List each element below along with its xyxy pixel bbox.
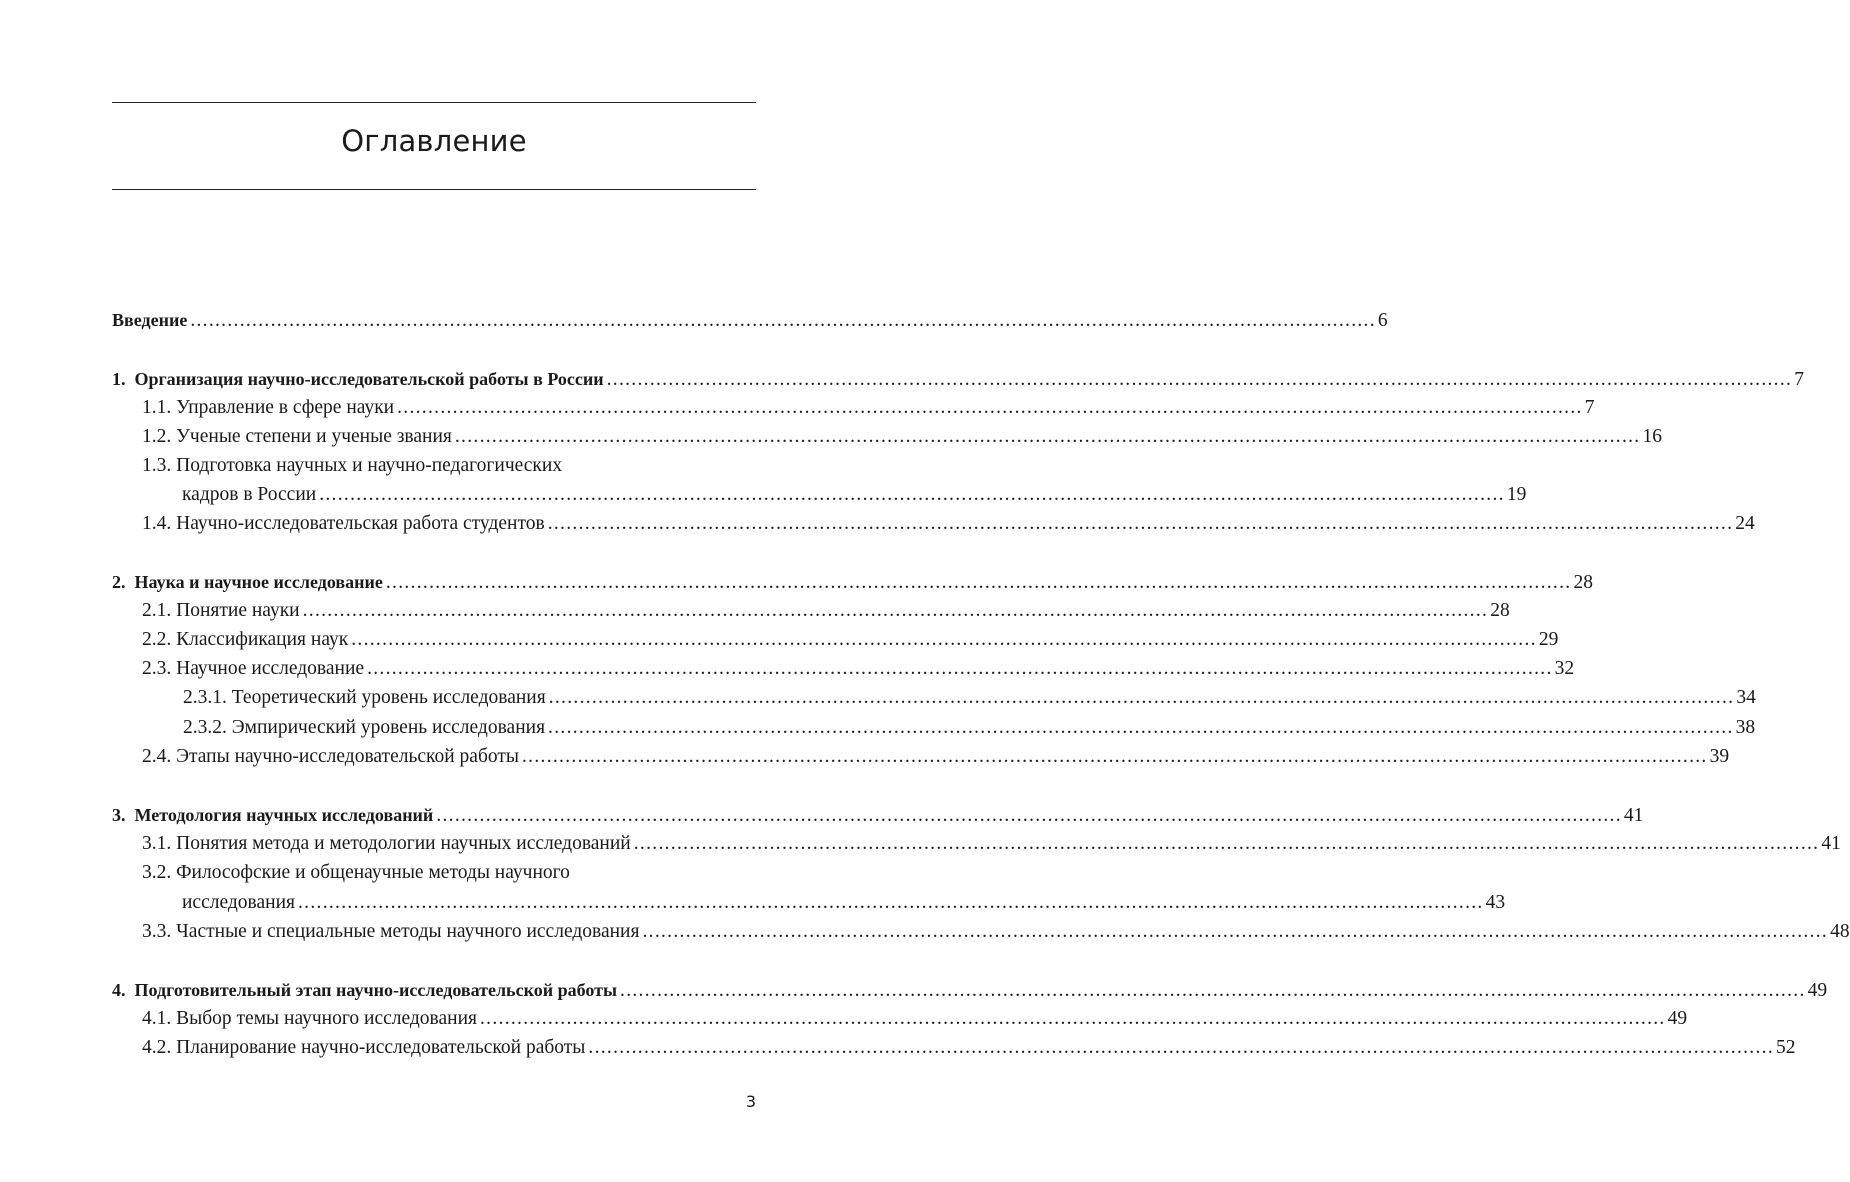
toc-section-1-2[interactable] <box>142 425 1662 449</box>
toc-entry-label: Введение <box>112 310 188 330</box>
toc-section-label: 1.2. Ученые степени и ученые звания <box>142 426 452 447</box>
toc-page-number: 19 <box>1506 484 1527 505</box>
toc-chapter-2[interactable] <box>112 570 1593 595</box>
chapter-number: 3. <box>112 805 126 825</box>
toc-section-3-2[interactable] <box>182 891 1506 915</box>
toc-section-label: 4.2. Планирование научно-исследовательской работы <box>142 1037 586 1058</box>
dot-leader: ................................................................................................................................................................................................ <box>606 369 1793 390</box>
toc-section-label: исследования <box>182 892 295 913</box>
toc-page-number: 28 <box>1490 600 1510 621</box>
toc-section-1-1[interactable] <box>142 396 1595 420</box>
dot-leader: ................................................................................................................................................................................................ <box>454 426 1641 447</box>
dot-leader: ................................................................................................................................................................................................ <box>351 629 1537 650</box>
toc-subsection-2-3-2[interactable] <box>183 716 1756 740</box>
toc-section-label: 4.1. Выбор темы научного исследования <box>142 1008 477 1029</box>
toc-section-label: кадров в России <box>182 484 317 505</box>
toc-section-1-3[interactable] <box>182 483 1527 507</box>
toc-page-number: 28 <box>1573 572 1593 593</box>
chapter-number: 4. <box>112 980 126 1000</box>
toc-page-number: 41 <box>1623 805 1644 826</box>
dot-leader: ................................................................................................................................................................................................ <box>397 397 1583 418</box>
chapter-number: 1. <box>112 369 126 389</box>
toc-subsection-2-3-1[interactable] <box>183 686 1756 710</box>
toc-page-number: 39 <box>1709 746 1730 767</box>
dot-leader: ................................................................................................................................................................................................ <box>436 805 1622 826</box>
toc-page-number: 41 <box>1821 833 1841 854</box>
toc-section-1-3-line1[interactable]: 1.3. Подготовка научных и научно-педагогических <box>142 455 563 476</box>
toc-section-2-2[interactable] <box>142 628 1559 652</box>
dot-leader: ................................................................................................................................................................................................ <box>385 572 1572 593</box>
top-rule <box>112 102 756 103</box>
dot-leader: ................................................................................................................................................................................................ <box>302 600 1489 621</box>
toc-chapter-1[interactable] <box>112 367 1804 392</box>
toc-entry-intro[interactable] <box>112 308 1388 333</box>
dot-leader: ................................................................................................................................................................................................ <box>548 687 1735 708</box>
page-title: Оглавление <box>341 124 527 158</box>
toc-section-4-1[interactable] <box>142 1007 1688 1031</box>
toc-section-4-2[interactable] <box>142 1036 1796 1060</box>
toc-chapter-title <box>112 803 433 827</box>
dot-leader: ................................................................................................................................................................................................ <box>190 310 1376 331</box>
toc-page-number: 43 <box>1485 892 1506 913</box>
toc-section-label: 1.4. Научно-исследовательская работа студентов <box>142 513 545 534</box>
toc-section-label: 2.4. Этапы научно-исследовательской работы <box>142 746 519 767</box>
chapter-title: Организация научно-исследовательской работы в России <box>134 369 604 389</box>
toc-section-3-2-line1[interactable]: 3.2. Философские и общенаучные методы научного <box>142 862 570 883</box>
dot-leader: ................................................................................................................................................................................................ <box>367 658 1553 679</box>
toc-section-3-3[interactable] <box>142 920 1850 944</box>
dot-leader: ................................................................................................................................................................................................ <box>522 746 1708 767</box>
toc-section-label: 3.3. Частные и специальные методы научного исследования <box>142 921 640 942</box>
page-number: 3 <box>745 1092 756 1111</box>
toc-section-1-4[interactable] <box>142 512 1755 536</box>
toc-chapter-title <box>112 367 604 391</box>
toc-page-number: 49 <box>1667 1008 1688 1029</box>
dot-leader: ................................................................................................................................................................................................ <box>548 717 1734 738</box>
dot-leader: ................................................................................................................................................................................................ <box>480 1008 1666 1029</box>
toc-page-number: 49 <box>1807 980 1828 1001</box>
bottom-rule <box>112 189 756 190</box>
toc-page-number: 52 <box>1776 1037 1796 1058</box>
toc-page-number: 7 <box>1584 397 1595 418</box>
toc-section-2-3[interactable] <box>142 657 1575 681</box>
toc-section-2-1[interactable] <box>142 599 1510 623</box>
dot-leader: ................................................................................................................................................................................................ <box>588 1037 1775 1058</box>
chapter-title: Наука и научное исследование <box>134 572 383 592</box>
toc-page-number: 48 <box>1830 921 1850 942</box>
chapter-title: Методология научных исследований <box>134 805 434 825</box>
dot-leader: ................................................................................................................................................................................................ <box>620 980 1806 1001</box>
toc-section-3-1[interactable] <box>142 832 1841 856</box>
dot-leader: ................................................................................................................................................................................................ <box>547 513 1734 534</box>
toc-section-2-4[interactable] <box>142 745 1730 769</box>
toc-section-label: 2.3. Научное исследование <box>142 658 365 679</box>
toc-section-label: 1.1. Управление в сфере науки <box>142 397 395 418</box>
dot-leader: ................................................................................................................................................................................................ <box>633 833 1820 854</box>
toc-page-number: 38 <box>1735 717 1756 738</box>
toc-page-number: 32 <box>1554 658 1575 679</box>
toc-chapter-4[interactable] <box>112 978 1828 1003</box>
toc-page-number: 16 <box>1642 426 1662 447</box>
toc-chapter-title <box>112 570 383 594</box>
toc-chapter-3[interactable] <box>112 803 1644 828</box>
toc-chapter-title <box>112 978 617 1002</box>
dot-leader: ................................................................................................................................................................................................ <box>298 892 1484 913</box>
toc-page-number: 34 <box>1736 687 1756 708</box>
toc-page-number: 7 <box>1794 369 1804 390</box>
toc-section-label: 2.3.2. Эмпирический уровень исследования <box>183 717 546 738</box>
toc-section-label: 2.1. Понятие науки <box>142 600 300 621</box>
toc-section-label: 2.3.1. Теоретический уровень исследования <box>183 687 546 708</box>
chapter-title: Подготовительный этап научно-исследовательской работы <box>134 980 618 1000</box>
dot-leader: ................................................................................................................................................................................................ <box>642 921 1829 942</box>
toc-section-label: 2.2. Классификация наук <box>142 629 349 650</box>
toc-section-label: 3.1. Понятия метода и методологии научных исследований <box>142 833 631 854</box>
toc-page-number: 29 <box>1538 629 1559 650</box>
toc-page-number: 24 <box>1735 513 1755 534</box>
toc-page-number: 6 <box>1377 310 1388 331</box>
chapter-number: 2. <box>112 572 126 592</box>
dot-leader: ................................................................................................................................................................................................ <box>319 484 1505 505</box>
